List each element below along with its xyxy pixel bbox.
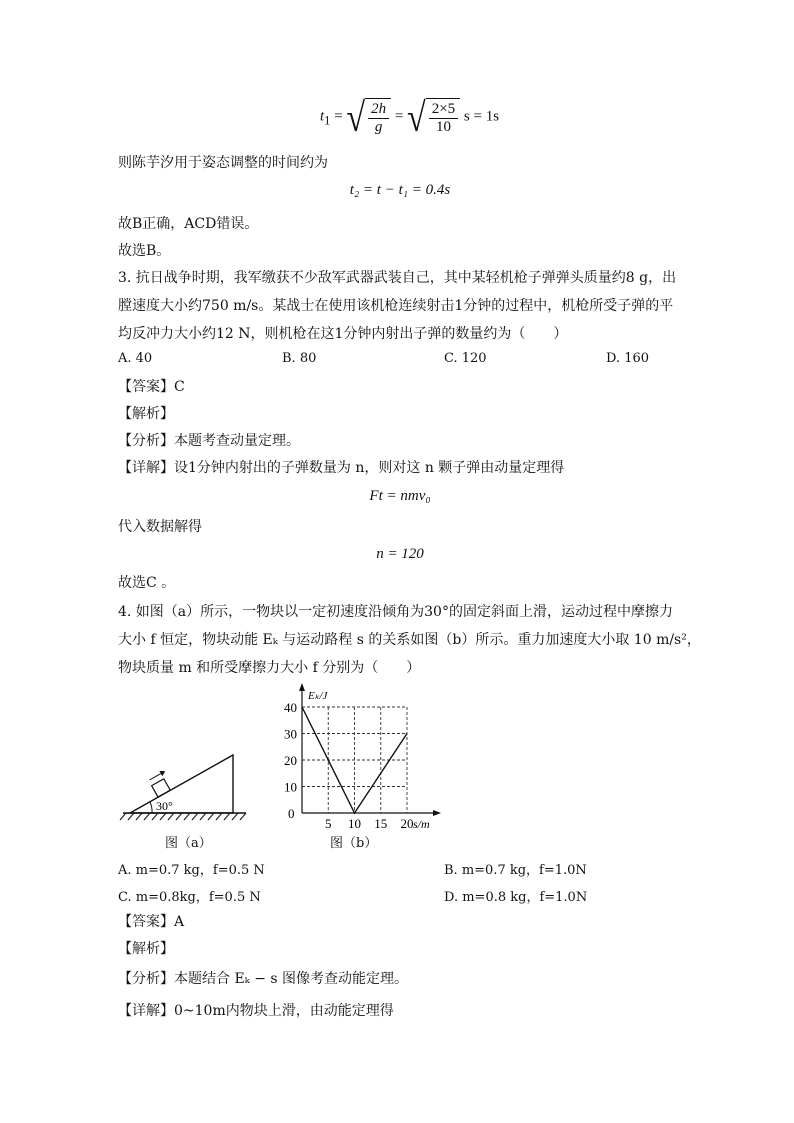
ground-hatching xyxy=(120,813,246,820)
y-tick-label-20: 20 xyxy=(284,753,297,768)
q3-stem-line1: 3. 抗日战争时期，我军缴获不少敌军武器武装自己，其中某轻机枪子弹弹头质量约8 g，出 xyxy=(118,270,677,286)
q4-analysis-title: 【解析】 xyxy=(118,941,174,957)
q3-stem-line3: 均反冲力大小约12 N，则机枪在这1分钟内射出子弹的数量约为（ ） xyxy=(118,326,568,342)
block xyxy=(147,769,174,797)
x-axis-label: s/m xyxy=(413,817,430,831)
line-b-correct: 故B正确，ACD错误。 xyxy=(118,216,259,232)
x-tick-labels xyxy=(325,816,414,831)
y-axis-arrow xyxy=(299,683,305,691)
sqrt-2h-g: √ $\frac{2h}{g}$ xyxy=(346,98,391,136)
q3-analysis-title: 【解析】 xyxy=(118,406,174,422)
x-axis-arrow xyxy=(433,810,441,816)
x-tick-label-15: 15 xyxy=(374,816,388,831)
q3-choice-b: B. 80 xyxy=(282,351,317,366)
x-tick-label-5: 5 xyxy=(325,816,332,831)
t1-subscript: 1 xyxy=(324,113,331,128)
x-tick-label-10: 10 xyxy=(348,816,361,831)
q4-choice-d: D. m=0.8 kg，f=1.0N xyxy=(444,890,588,905)
sqrt-2x5-10: √ $\frac{2\times 5}{10}$ xyxy=(407,98,460,136)
q3-equation-result: n = 120 xyxy=(376,546,424,562)
q3-detail: 【详解】设1分钟内射出的子弹数量为 n，则对这 n 颗子弹由动量定理得 xyxy=(118,460,565,476)
chart-grid xyxy=(302,707,407,813)
q4-choice-c: C. m=0.8kg，f=0.5 N xyxy=(118,890,261,905)
q3-choice-d: D. 160 xyxy=(606,351,650,366)
q4-stem-line2: 大小 f 恒定，物块动能 Eₖ 与运动路程 s 的关系如图（b）所示。重力加速度大小取 10 m/s²， xyxy=(118,632,701,648)
chart-axes xyxy=(299,683,441,816)
figure-a-incline xyxy=(118,745,248,825)
q4-analysis: 【分析】本题结合 Eₖ − s 图像考查动能定理。 xyxy=(118,971,409,987)
q4-choice-a: A. m=0.7 kg，f=0.5 N xyxy=(118,863,265,878)
angle-label: 30° xyxy=(156,799,173,813)
q4-detail: 【详解】0~10m内物块上滑，由动能定理得 xyxy=(118,1003,394,1019)
y-tick-label-10: 10 xyxy=(284,779,297,795)
q3-answer: 【答案】C xyxy=(118,379,185,395)
figure-a-caption: 图（a） xyxy=(165,836,212,851)
line-time-adjust: 则陈芋汐用于姿态调整的时间约为 xyxy=(118,155,328,171)
q3-substitute-line: 代入数据解得 xyxy=(118,519,202,535)
origin-label: 0 xyxy=(288,806,295,821)
angle-arc xyxy=(150,802,152,813)
figure-b-chart xyxy=(270,683,450,833)
q4-stem-line1: 4. 如图（a）所示，一物块以一定初速度沿倾角为30°的固定斜面上滑，运动过程中摩擦力 xyxy=(118,604,673,620)
q3-stem-line2: 膛速度大小约750 m/s。某战士在使用该机枪连续射击1分钟的过程中，机枪所受子弹的平 xyxy=(118,298,674,314)
q4-answer: 【答案】A xyxy=(118,914,185,930)
y-tick-label-40: 40 xyxy=(284,700,297,715)
q4-stem-line3: 物块质量 m 和所受摩擦力大小 f 分别为（ ） xyxy=(118,660,421,676)
equation-t2: t₂ = t − t₁ = 0.4s xyxy=(349,182,451,198)
velocity-arrow xyxy=(150,774,161,780)
y-tick-labels xyxy=(284,700,297,795)
q3-equation-momentum: Ft = nmv₀ xyxy=(369,488,431,504)
q3-analysis: 【分析】本题考查动量定理。 xyxy=(118,433,300,449)
figure-b-caption: 图（b） xyxy=(330,836,378,851)
q3-choice-c: C. 120 xyxy=(444,351,487,366)
line-choose-b: 故选B。 xyxy=(118,243,171,259)
y-axis-label: Eₖ/J xyxy=(308,690,328,702)
q4-choice-b: B. m=0.7 kg，f=1.0N xyxy=(444,863,587,878)
equation-t1: $t_1$ = √ $\frac{2h}{g}$ = √ $\frac{2\times 5}{10}$ s = 1s xyxy=(320,95,500,141)
y-tick-label-30: 30 xyxy=(284,726,297,742)
incline-triangle xyxy=(130,755,233,813)
q3-conclusion: 故选C 。 xyxy=(118,575,176,591)
x-tick-label-20: 20 xyxy=(400,816,414,831)
q3-choice-a: A. 40 xyxy=(118,351,153,366)
